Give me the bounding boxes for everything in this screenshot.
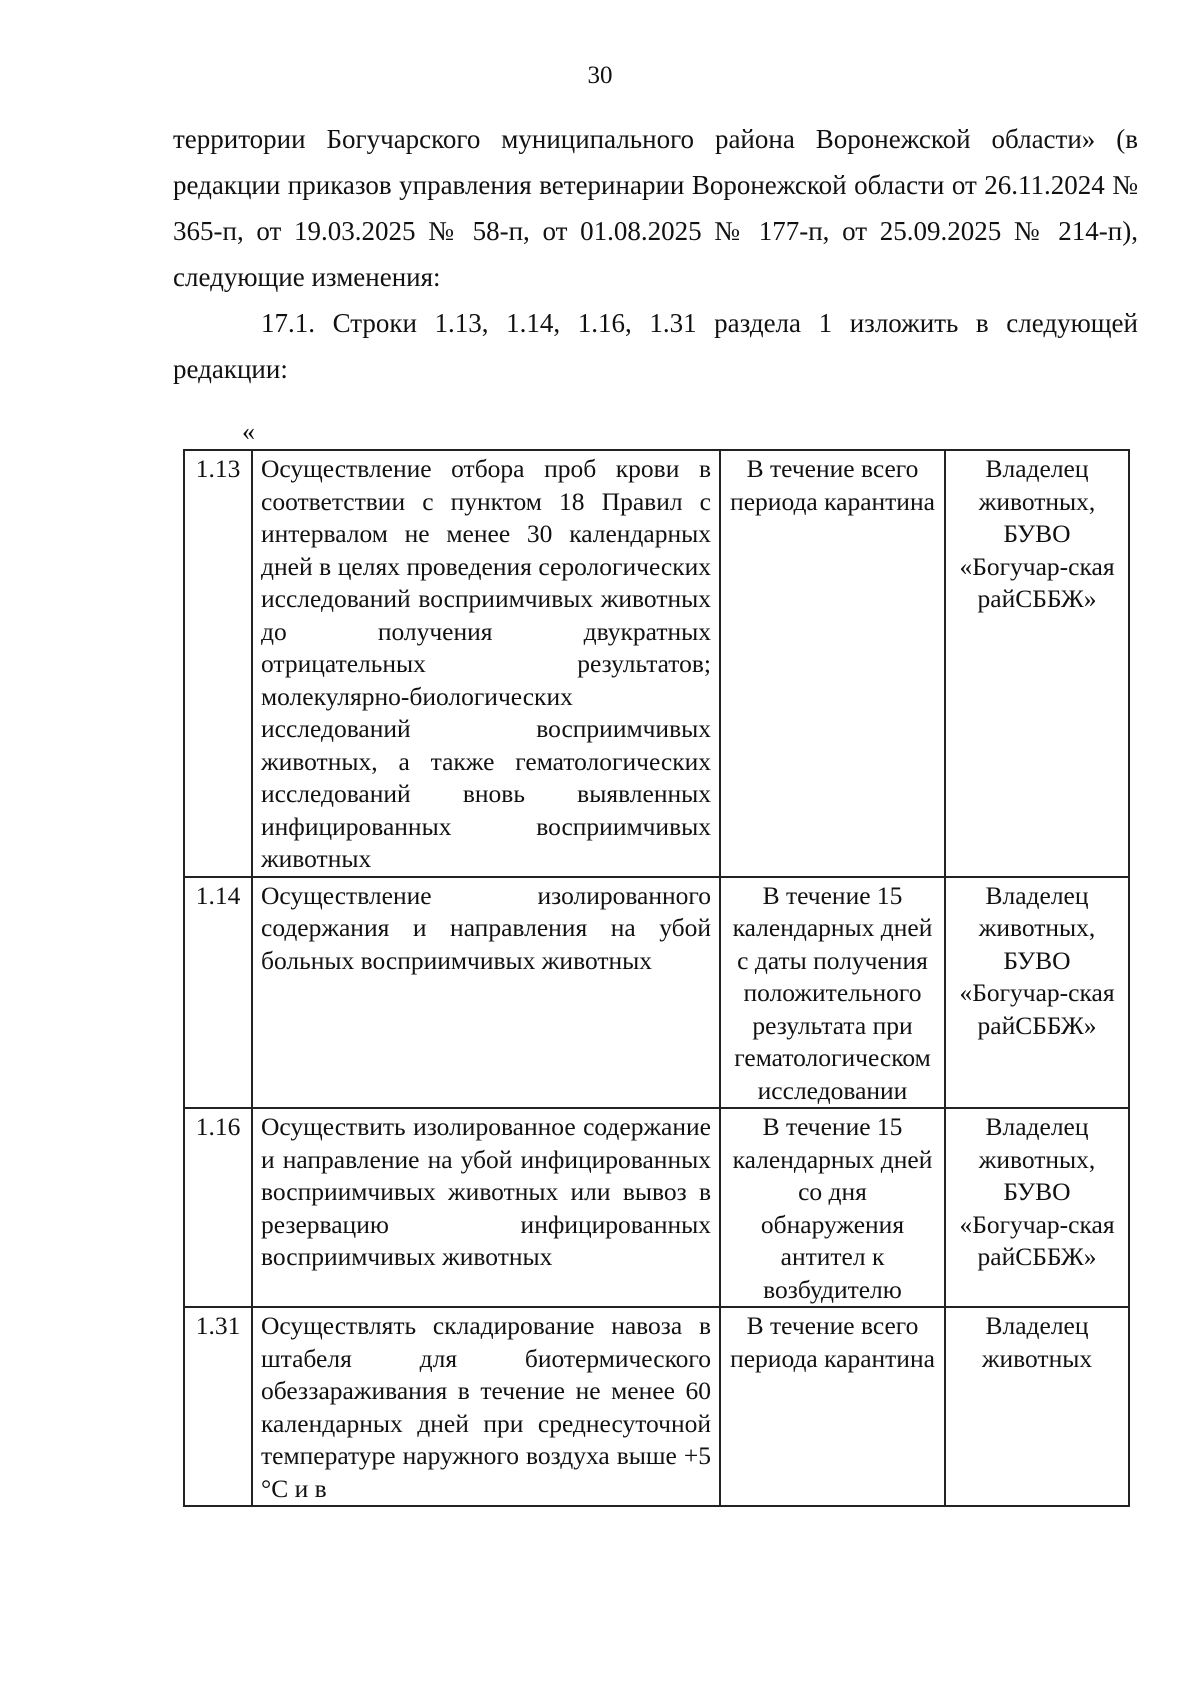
opening-quote: « [242,417,255,446]
intro-text [173,116,1138,392]
page-number: 30 [587,62,613,89]
table-row [184,1307,1129,1506]
row-number: 1.31 [184,1307,252,1506]
row-description: Осуществление изолированного содержания и направления на убой больных восприимчивых животных [252,877,720,1109]
row-description: Осуществить изолированное содержание и направление на убой инфицированных восприимчивых животных или вывоз в резервацию инфицированных восприимчивых животных [252,1108,720,1307]
intro-paragraph-1: территории Богучарского муниципального района Воронежской области» (в редакции приказов управления ветеринарии Воронежской области от 26.11.2024 № 365-п, от 19.03.2025 № 58-п, от 01.08.2025 № 177-п, от 25.09.2025 № 214-п), следующие изменения: [173,124,1138,292]
row-term: В течение всего периода карантина [720,1307,945,1506]
row-term: В течение 15 календарных дней со дня обнаружения антител к возбудителю [720,1108,945,1307]
row-description: Осуществлять складирование навоза в штабеля для биотермического обеззараживания в течение не менее 60 календарных дней при среднесуточной температуре наружного воздуха выше +5 °С и в [252,1307,720,1506]
table-row [184,450,1129,877]
row-term: В течение 15 календарных дней с даты получения положительного результата при гематологическом исследовании [720,877,945,1109]
row-responsible: Владелец животных, БУВО «Богучар-ская райСББЖ» [945,877,1129,1109]
row-number: 1.13 [184,450,252,877]
intro-paragraph-2: 17.1. Строки 1.13, 1.14, 1.16, 1.31 раздела 1 изложить в следующей редакции: [173,308,1138,384]
row-term: В течение всего периода карантина [720,450,945,877]
row-responsible: Владелец животных [945,1307,1129,1506]
table-row [184,877,1129,1109]
row-responsible: Владелец животных, БУВО «Богучар-ская райСББЖ» [945,450,1129,877]
row-responsible: Владелец животных, БУВО «Богучар-ская райСББЖ» [945,1108,1129,1307]
measures-table [183,449,1130,1507]
row-description: Осуществление отбора проб крови в соответствии с пунктом 18 Правил с интервалом не менее 30 календарных дней в целях проведения серологических исследований восприимчивых животных до получения двукратных отрицательных результатов; молекулярно-биологических исследований восприимчивых животных, а также гематологических исследований вновь выявленных инфицированных восприимчивых животных [252,450,720,877]
row-number: 1.16 [184,1108,252,1307]
table-row [184,1108,1129,1307]
row-number: 1.14 [184,877,252,1109]
